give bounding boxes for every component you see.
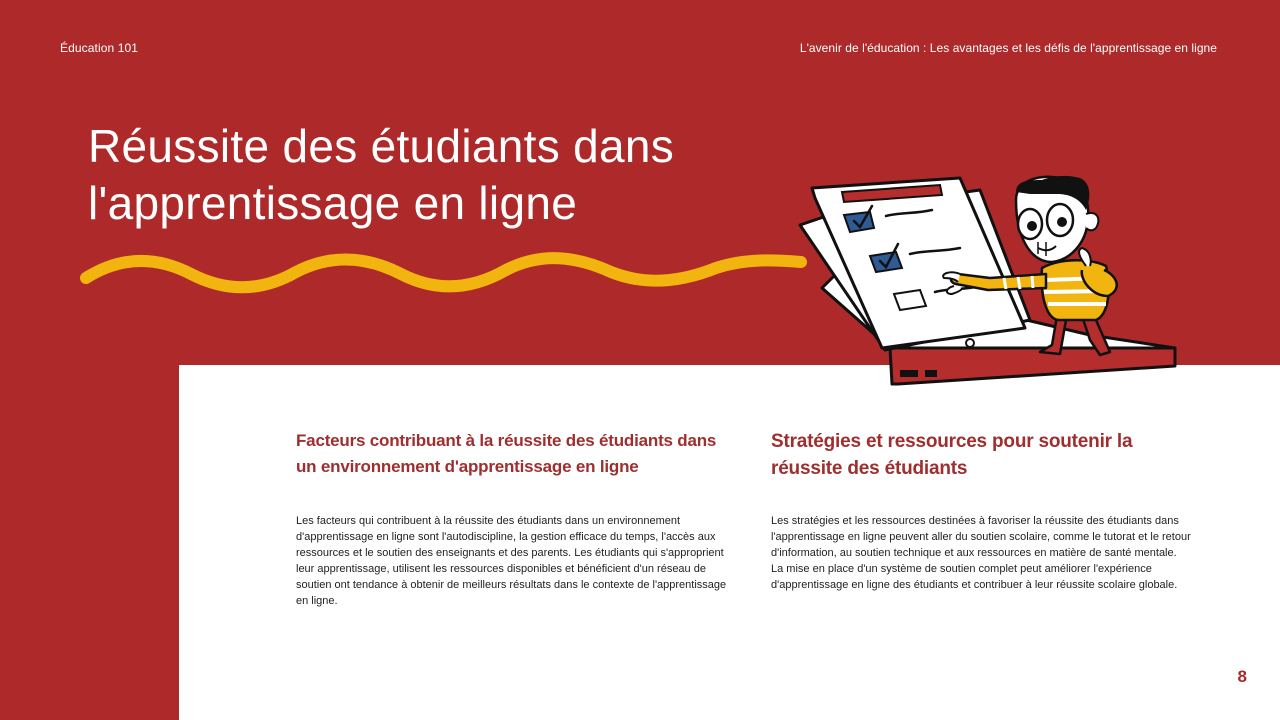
column-success-factors bbox=[296, 428, 736, 607]
laptop-checklist-character-icon bbox=[790, 170, 1190, 390]
header-presentation-subtitle: L'avenir de l'éducation : Les avantages et les défis de l'apprentissage en ligne bbox=[799, 41, 1217, 55]
slide-title: Réussite des étudiants dans l'apprentissage en ligne bbox=[88, 120, 675, 229]
support-strategies-body: Les stratégies et les ressources destinées à favoriser la réussite des étudiants dans l'apprentissage en ligne peuvent aller du soutien scolaire, comme le tutorat et le retour d'information, au soutien technique et aux ressources en matière de santé mentale. La mise en place d'un système de soutien complet peut améliorer l'expérience d'apprentissage en ligne des étudiants et contribuer à leur réussite scolaire globale. bbox=[771, 515, 1191, 591]
page-number: 8 bbox=[1237, 667, 1247, 686]
support-strategies-heading: Stratégies et ressources pour soutenir la réussite des étudiants bbox=[771, 431, 1133, 479]
column-support-strategies bbox=[771, 428, 1191, 591]
yellow-squiggle-underline bbox=[76, 248, 811, 296]
success-factors-heading: Facteurs contribuant à la réussite des étudiants dans un environnement d'apprentissage en ligne bbox=[296, 431, 717, 476]
success-factors-body: Les facteurs qui contribuent à la réussite des étudiants dans un environnement d'apprentissage en ligne sont l'autodiscipline, la gestion efficace du temps, l'accès aux ressources et le soutien des enseignants et des parents. Les étudiants qui s'approprient leur apprentissage, utilisent les ressources disponibles et bénéficient d'un réseau de soutien ont tendance à obtenir de meilleurs résultats dans le contexte de l'apprentissage en ligne. bbox=[296, 515, 727, 607]
header-presentation-name: Éducation 101 bbox=[60, 41, 139, 55]
